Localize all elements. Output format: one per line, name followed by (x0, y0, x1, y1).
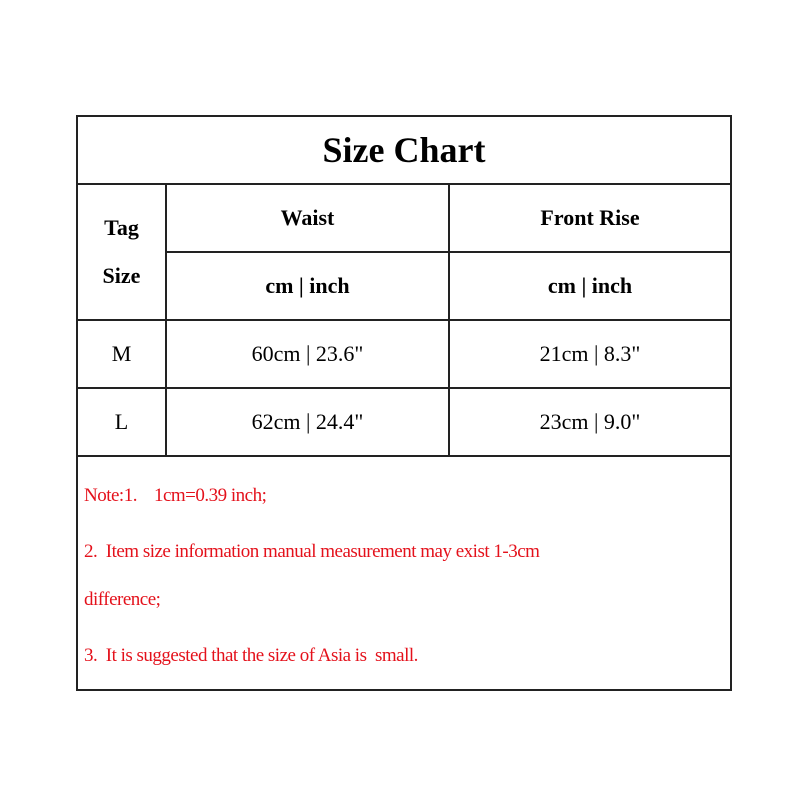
front-rise-cell: 21cm | 8.3" (449, 320, 730, 388)
waist-header: Waist (166, 184, 449, 252)
title-row (78, 117, 730, 184)
tag-size-line1: Tag (104, 215, 139, 240)
unit-row (78, 252, 730, 320)
waist-cell: 60cm | 23.6" (166, 320, 449, 388)
tag-size-header (78, 184, 166, 320)
size-cell: M (78, 320, 166, 388)
note-line-3: difference; (84, 589, 161, 610)
table-row (78, 388, 730, 456)
front-rise-header: Front Rise (449, 184, 730, 252)
tag-size-line2: Size (102, 263, 141, 288)
table-row (78, 320, 730, 388)
front-rise-cell: 23cm | 9.0" (449, 388, 730, 456)
chart-title: Size Chart (78, 117, 730, 184)
front-rise-unit-header: cm | inch (449, 252, 730, 320)
note-line-2: 2. Item size information manual measurement may exist 1-3cm (84, 541, 540, 562)
note-line-4: 3. It is suggested that the size of Asia is small. (84, 645, 418, 666)
size-table (78, 117, 730, 457)
size-chart (76, 115, 732, 691)
header-row (78, 184, 730, 252)
note-line-1: Note:1. 1cm=0.39 inch; (84, 485, 267, 506)
waist-cell: 62cm | 24.4" (166, 388, 449, 456)
waist-unit-header: cm | inch (166, 252, 449, 320)
size-cell: L (78, 388, 166, 456)
